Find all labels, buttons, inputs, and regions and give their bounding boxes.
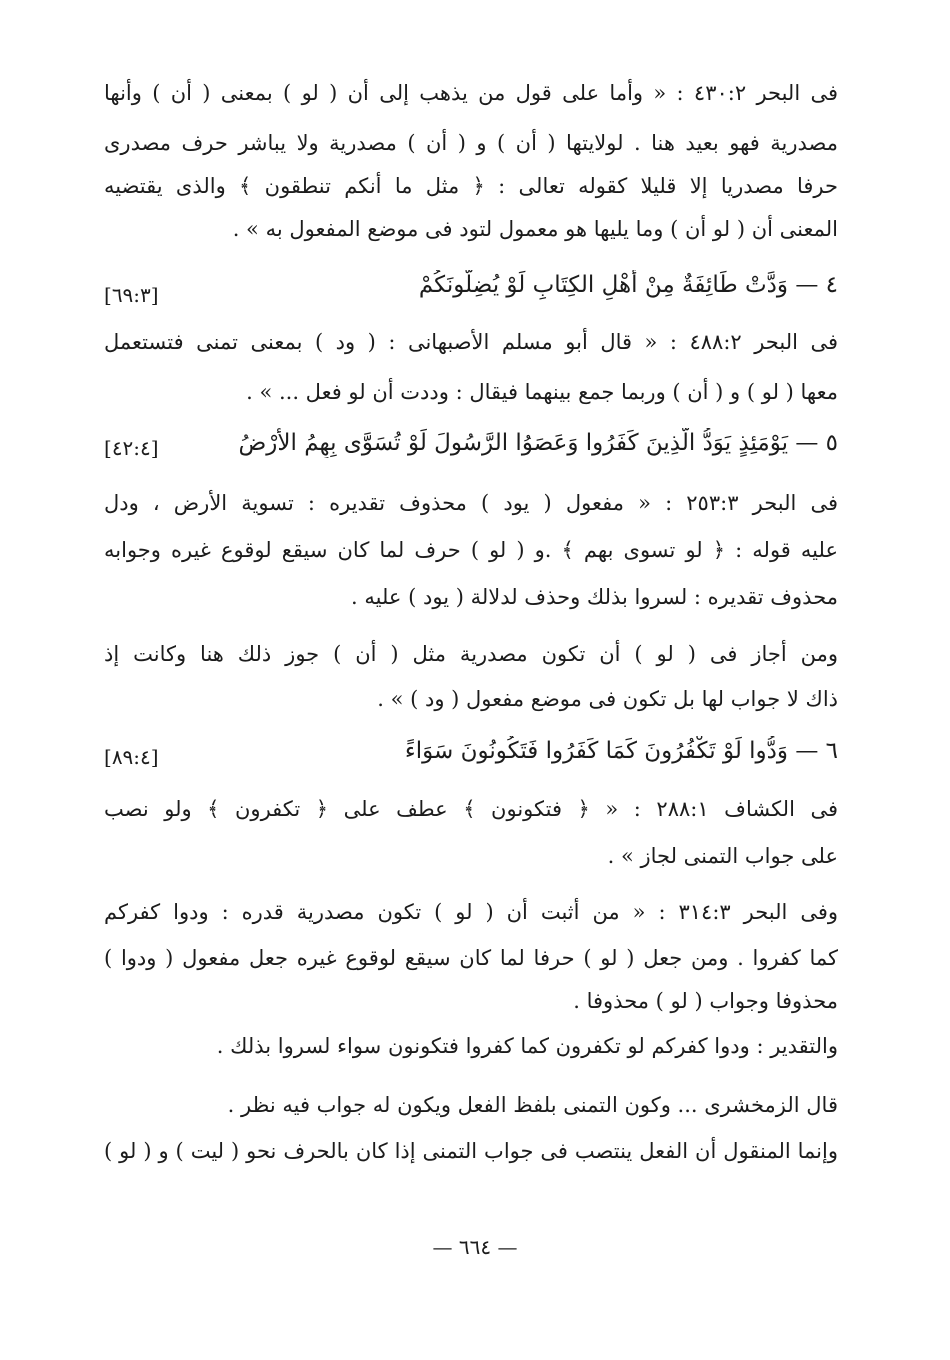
text-line: فى البحر ٢٥٣:٣ : « مفعول ( يود ) محذوف تقديره : تسوية الأرض ، ودل [104,491,838,515]
text-line: محذوفا وجواب ( لو ) محذوفا . [573,989,838,1013]
text-line: فى البحر ٤٣٠:٢ : « وأما على قول من يذهب إلى أن ( لو ) بمعنى ( أن ) وأنها [104,81,838,105]
text-line: وفى البحر ٣١٤:٣ : « من أثبت أن ( لو ) تكون مصدرية قدره : ودوا كفركم [104,900,838,924]
text-line: معها ( لو ) و ( أن ) وربما جمع بينهما فيقال : وددت أن لو فعل ... » . [246,380,838,404]
quran-verse: ٤ — وَدَّتْ طَائِفَةٌ مِنْ أَهْلِ الكِتَابِ لَوْ يُضِلُّونَكُمْ [418,272,838,298]
text-line: كما كفروا . ومن جعل ( لو ) حرفا لما كان سيقع لوقوع غيره جعل مفعول ( ودوا ) [104,946,838,970]
quran-verse: ٥ — يَوْمَئِذٍ يَوَدُّ الَّذِينَ كَفَرُوا وَعَصَوُا الرَّسُولَ لَوْ تُسَوَّى بِهِمُ الأَرْضُ [238,430,838,456]
text-line: على جواب التمنى لجاز » . [607,844,838,868]
text-line: ومن أجاز فى ( لو ) أن تكون مصدرية مثل ( أن ) جوز ذلك هنا وكانت إذ [104,642,838,666]
text-line: مصدرية فهو بعيد هنا . لولايتها ( أن ) و ( أن ) مصدرية ولا يباشر حرف مصدرى [104,131,838,155]
text-line: المعنى أن ( لو أن ) وما يليها هو معمول لتود فى موضع المفعول به » . [232,217,838,241]
verse-reference: [٨٩:٤] [104,745,159,769]
text-line: والتقدير : ودوا كفركم لو تكفرون كما كفروا فتكونون سواء لسروا بذلك . [216,1034,838,1058]
page-number: — ٦٦٤ — [432,1235,518,1259]
text-line: محذوف تقديره : لسروا بذلك وحذف لدلالة ( يود ) عليه . [351,585,838,609]
verse-reference: [٤٢:٤] [104,436,159,460]
text-line: قال الزمخشرى ... وكون التمنى بلفظ الفعل ويكون له جواب فيه نظر . [227,1093,838,1117]
quran-verse: ٦ — وَدُّوا لَوْ تَكْفُرُونَ كَمَا كَفَرُوا فَتَكُونُونَ سَوَاءً [404,738,838,764]
text-line: عليه قوله : ﴿ لو تسوى بهم ﴾ .و ( لو ) حرف لما كان سيقع لوقوع غيره وجوابه [104,538,838,562]
text-line: وإنما المنقول أن الفعل ينتصب فى جواب التمنى إذا كان بالحرف نحو ( ليت ) و ( لو ) [104,1139,838,1163]
text-line: فى الكشاف ٢٨٨:١ : « ﴿ فتكونون ﴾ عطف على ﴿ تكفرون ﴾ ولو نصب [104,797,838,821]
text-line: حرفا مصدريا إلا قليلا كقوله تعالى : ﴿ مثل ما أنكم تنطقون ﴾ والذى يقتضيه [104,174,838,198]
text-line: فى البحر ٤٨٨:٢ : « قال أبو مسلم الأصبهانى : ( ود ) بمعنى تمنى فتستعمل [104,330,838,354]
verse-reference: [٦٩:٣] [104,283,159,307]
text-line: ذاك لا جواب لها بل تكون فى موضع مفعول ( ود ) » . [377,687,838,711]
